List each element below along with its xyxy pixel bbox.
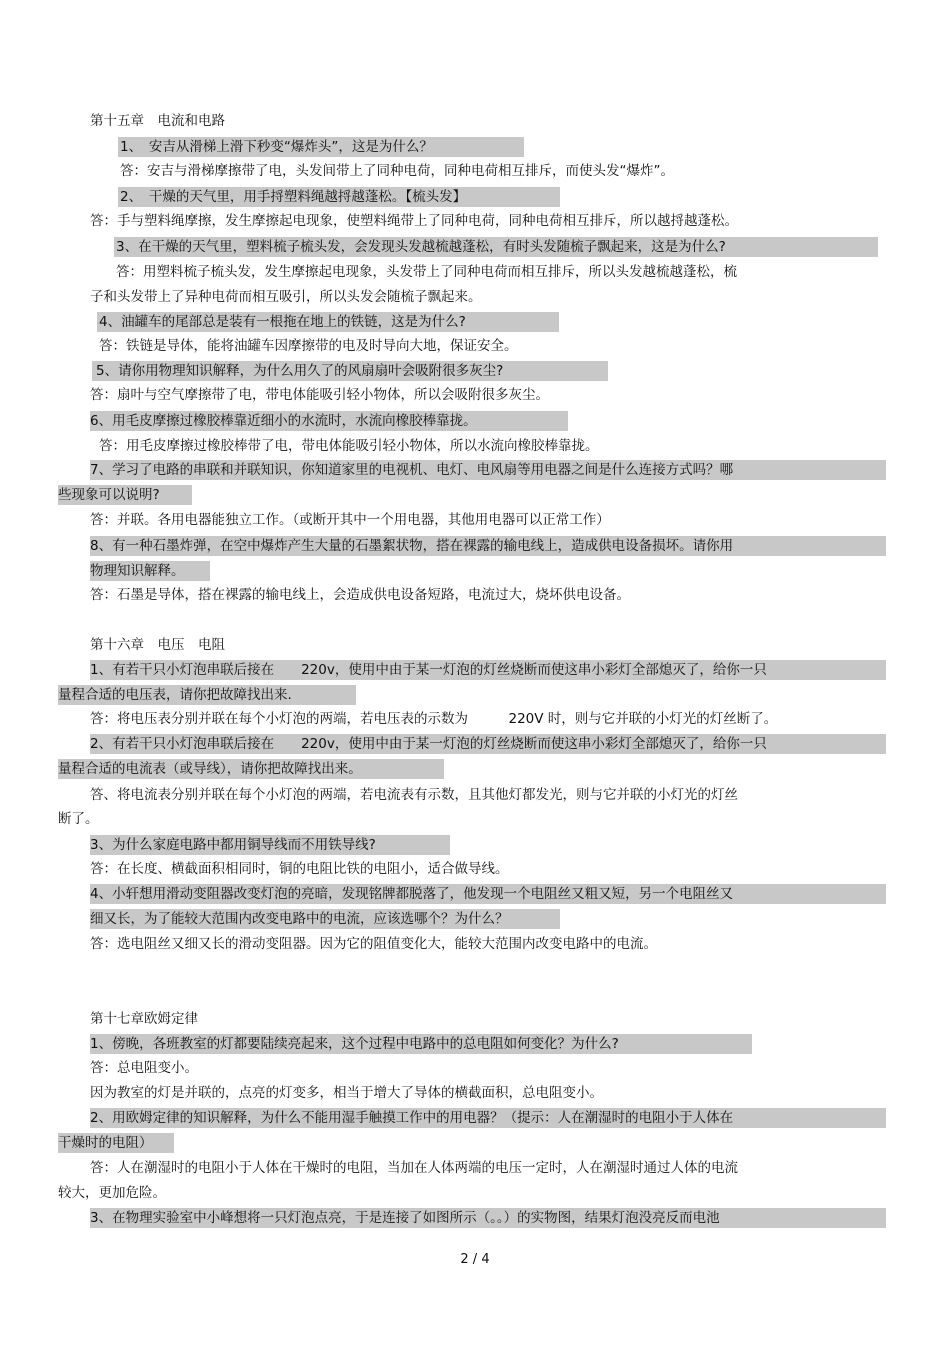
ch17-answer-2-line-1: 答：人在潮湿时的电阻小于人体在干燥时的电阻，当加在人体两端的电压一定时，人在潮湿时通过人体的电流: [90, 1160, 738, 1176]
page-number: 2 / 4: [460, 1252, 490, 1267]
answer-4: 答：铁链是导体，能将油罐车因摩擦带的电及时导向大地，保证安全。: [99, 338, 518, 354]
question-6: 6、用毛皮摩擦过橡胶棒靠近细小的水流时，水流向橡胶棒靠拢。: [90, 413, 477, 429]
question-7-line-2: 些现象可以说明?: [58, 487, 160, 503]
answer-7: 答：并联。各用电器能独立工作。（或断开其中一个用电器，其他用电器可以正常工作）: [90, 512, 610, 528]
chapter-16-title: 第十六章 电压 电阻: [90, 637, 225, 653]
ch16-question-1-line-1: 1、有若干只小灯泡串联后接在 220v，使用中由于某一灯泡的灯丝烧断而使这串小彩灯全部熄灭了，给你一只: [90, 662, 767, 678]
answer-6: 答：用毛皮摩擦过橡胶棒带了电，带电体能吸引轻小物体，所以水流向橡胶棒靠拢。: [99, 438, 599, 454]
ch16-question-3: 3、为什么家庭电路中都用铜导线而不用铁导线?: [90, 837, 376, 853]
question-1: 1、 安吉从滑梯上滑下秒变“爆炸头”，这是为什么？: [120, 139, 433, 155]
ch16-question-4-line-1: 4、小轩想用滑动变阻器改变灯泡的亮暗，发现铭牌都脱落了，他发现一个电阻丝又粗又短，另一个电阻丝又: [90, 886, 734, 902]
ch17-question-3: 3、在物理实验室中小峰想将一只灯泡点亮，于是连接了如图所示（。。）的实物图，结果灯泡没亮反而电池: [90, 1210, 720, 1226]
ch17-question-1: 1、傍晚，各班教室的灯都要陆续亮起来，这个过程中电路中的总电阻如何变化？为什么?: [90, 1036, 619, 1052]
question-4: 4、油罐车的尾部总是装有一根拖在地上的铁链，这是为什么?: [99, 314, 466, 330]
answer-1: 答：安吉与滑梯摩擦带了电，头发间带上了同种电荷，同种电荷相互排斥，而使头发“爆炸”。: [120, 163, 674, 179]
ch17-question-2-line-2: 干燥时的电阻）: [58, 1135, 153, 1151]
question-7-line-1: 7、学习了电路的串联和并联知识，你知道家里的电视机、电灯、电风扇等用电器之间是什么连接方式吗？哪: [90, 462, 734, 478]
answer-5: 答：扇叶与空气摩擦带了电，带电体能吸引轻小物体，所以会吸附很多灰尘。: [90, 387, 549, 403]
ch16-question-2-line-2: 量程合适的电流表（或导线），请你把故障找出来。: [58, 761, 362, 777]
question-2: 2、 干燥的天气里，用手捋塑料绳越捋越蓬松。【梳头发】: [120, 189, 467, 205]
question-3: 3、在干燥的天气里，塑料梳子梳头发，会发现头发越梳越蓬松，有时头发随梳子飘起来，这是为什么?: [116, 239, 726, 255]
ch16-question-4-line-2: 细又长，为了能较大范围内改变电路中的电流，应该选哪个？为什么？: [90, 911, 509, 927]
chapter-15-title: 第十五章 电流和电路: [90, 113, 225, 129]
ch16-answer-4: 答：选电阻丝又细又长的滑动变阻器。因为它的阻值变化大，能较大范围内改变电路中的电流。: [90, 936, 657, 952]
ch16-question-2-line-1: 2、有若干只小灯泡串联后接在 220v，使用中由于某一灯泡的灯丝烧断而使这串小彩灯全部熄灭了，给你一只: [90, 736, 767, 752]
answer-3-line-1: 答：用塑料梳子梳头发，发生摩擦起电现象，头发带上了同种电荷而相互排斥，所以头发越梳越蓬松，梳: [116, 264, 737, 280]
question-8-line-1: 8、有一种石墨炸弹，在空中爆炸产生大量的石墨絮状物，搭在裸露的输电线上，造成供电设备损坏。请你用: [90, 538, 734, 554]
ch16-answer-2-line-1: 答、将电流表分别并联在每个小灯泡的两端，若电流表有示数，且其他灯都发光，则与它并联的小灯光的灯丝: [90, 787, 738, 803]
ch17-answer-2-line-2: 较大，更加危险。: [58, 1185, 166, 1201]
answer-2: 答：手与塑料绳摩擦，发生摩擦起电现象，使塑料绳带上了同种电荷，同种电荷相互排斥，所以越捋越蓬松。: [90, 213, 738, 229]
ch16-question-1-line-2: 量程合适的电压表，请你把故障找出来.: [58, 687, 292, 703]
ch17-question-2-line-1: 2、用欧姆定律的知识解释，为什么不能用湿手触摸工作中的用电器？（提示：人在潮湿时的电阻小于人体在: [90, 1110, 734, 1126]
ch17-answer-1-line-1: 答：总电阻变小。: [90, 1060, 198, 1076]
answer-3-line-2: 子和头发带上了异种电荷而相互吸引，所以头发会随梳子飘起来。: [90, 289, 482, 305]
answer-8: 答：石墨是导体，搭在裸露的输电线上，会造成供电设备短路，电流过大，烧坏供电设备。: [90, 587, 630, 603]
ch16-answer-2-line-2: 断了。: [58, 811, 99, 827]
question-8-line-2: 物理知识解释。: [90, 563, 185, 579]
chapter-17-title: 第十七章欧姆定律: [90, 1011, 198, 1027]
ch16-answer-1: 答：将电压表分别并联在每个小灯泡的两端，若电压表的示数为 220V 时，则与它并联的小灯光的灯丝断了。: [90, 711, 778, 727]
ch16-answer-3: 答：在长度、横截面积相同时，铜的电阻比铁的电阻小，适合做导线。: [90, 861, 509, 877]
ch17-answer-1-line-2: 因为教室的灯是并联的，点亮的灯变多，相当于增大了导体的横截面积，总电阻变小。: [90, 1085, 603, 1101]
question-5: 5、请你用物理知识解释，为什么用久了的风扇扇叶会吸附很多灰尘?: [96, 363, 504, 379]
